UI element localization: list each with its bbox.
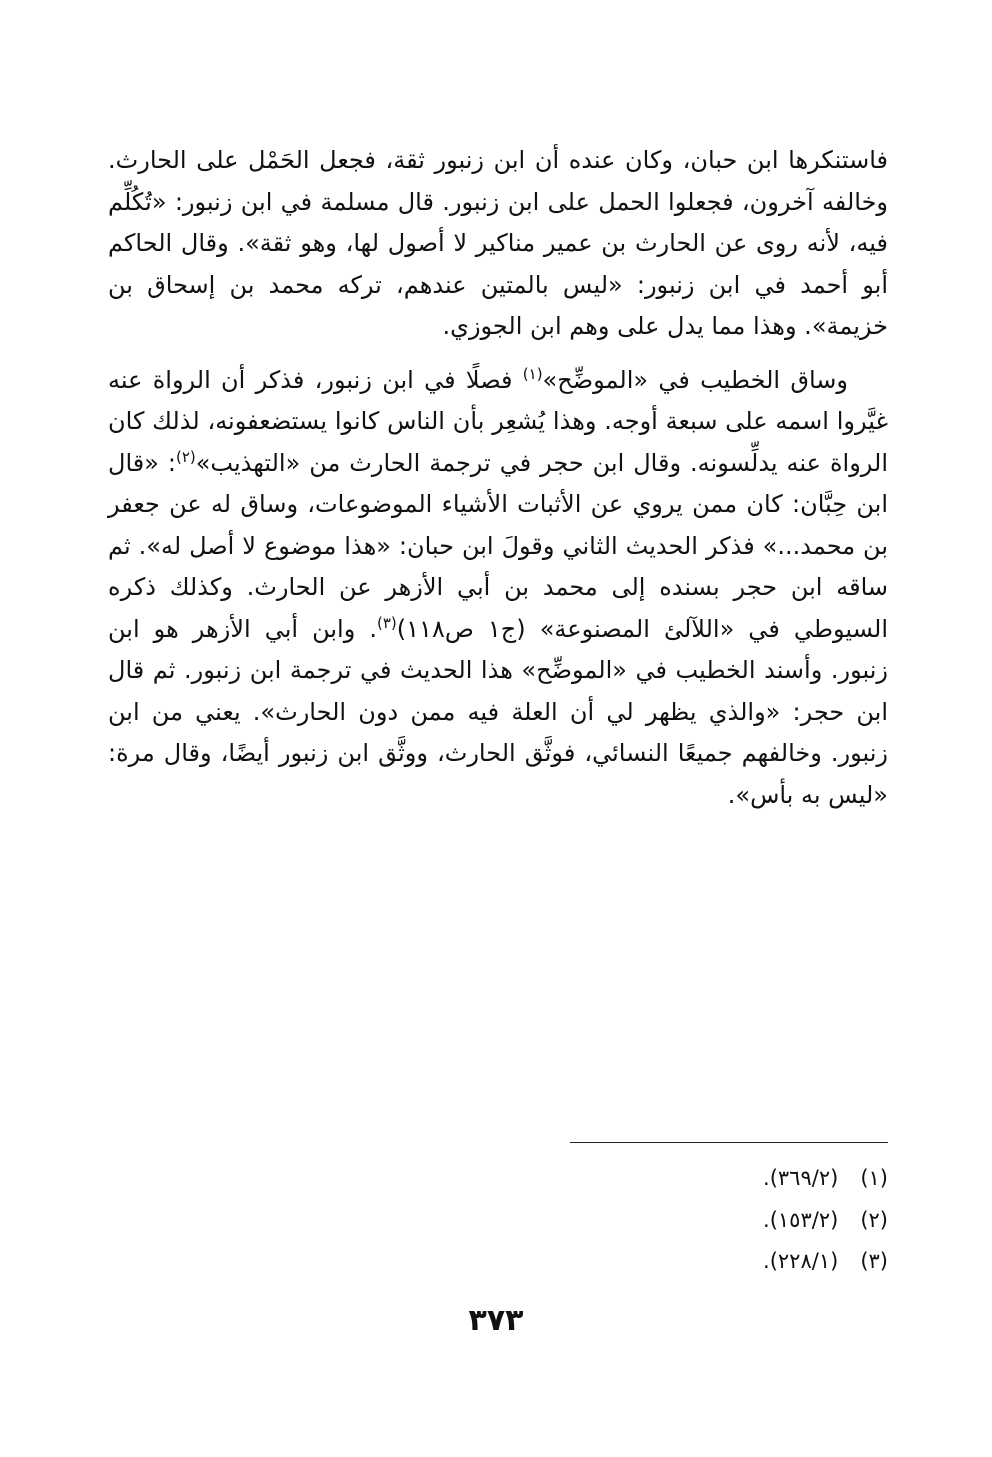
footnote-1 (500, 1158, 888, 1200)
footnote-text: (٢٢٨/١). (763, 1249, 839, 1273)
paragraph-1: فاستنكرها ابن حبان، وكان عنده أن ابن زنبور ثقة، فجعل الحَمْل على الحارث. وخالفه آخرون، فجعلوا الحمل على ابن زنبور. قال مسلمة في ابن زنبور: «تُكُلِّم فيه، لأنه روى عن الحارث بن عمير مناكير لا أصول لها، وهو ثقة». وقال الحاكم أبو أحمد في ابن زنبور: «ليس بالمتين عندهم، تركه محمد بن إسحاق بن خزيمة». وهذا مما يدل على وهم ابن الجوزي. (108, 146, 888, 340)
footnote-text: (١٥٣/٢). (763, 1207, 839, 1232)
paragraph-2-part-d: . وابن أبي الأزهر هو ابن زنبور. وأسند الخطيب في «الموضِّح» هذا الحديث في ترجمة ابن زنبور. ثم قال ابن حجر: «والذي يظهر لي أن العلة فيه ممن دون الحارث». يعني من ابن زنبور. وخالفهم جميعًا النسائي، فوثَّق الحارث، ووثَّق ابن زنبور أيضًا، وقال مرة: «ليس به بأس». (108, 614, 888, 809)
paragraph-gap (108, 348, 888, 360)
paragraph-2-part-a: وساق الخطيب في «الموضِّح» (542, 365, 848, 394)
footnote-3 (500, 1241, 888, 1283)
footnote-2 (500, 1200, 888, 1242)
footnote-separator (570, 1142, 888, 1143)
paragraph-2-part-c: : «قال ابن حِبَّان: كان ممن يروي عن الأثبات الأشياء الموضوعات، وساق له عن جعفر بن محمد...» فذكر الحديث الثاني وقولَ ابن حبان: «هذا موضوع لا أصل له». ثم ساقه ابن حجر بسنده إلى محمد بن أبي الأزهر عن الحارث. وكذلك ذكره السيوطي في «اللآلئ المصنوعة» (ج١ ص١١٨) (108, 448, 888, 643)
main-text (108, 140, 888, 816)
footnote-number: (٣) (860, 1249, 888, 1273)
footnote-number: (١) (860, 1166, 888, 1190)
footnote-number: (٢) (860, 1207, 888, 1232)
footnote-ref-1[interactable]: (١) (522, 364, 543, 383)
footnote-ref-3[interactable]: (٣) (377, 613, 397, 632)
page-number: ٣٧٣ (468, 1303, 524, 1338)
footnote-ref-2[interactable]: (٢) (175, 447, 196, 466)
paragraph-2-part-b: فصلًا في ابن زنبور، فذكر أن الرواة عنه غيَّروا اسمه على سبعة أوجه. وهذا يُشعِر بأن الناس كانوا يستضعفونه، لذلك كان الرواة عنه يدلِّسونه. وقال ابن حجر في ترجمة الحارث من «التهذيب» (108, 365, 889, 477)
footnote-text: (٣٦٩/٢). (763, 1166, 839, 1190)
footnotes (500, 1158, 888, 1283)
paragraph-2 (108, 360, 888, 817)
